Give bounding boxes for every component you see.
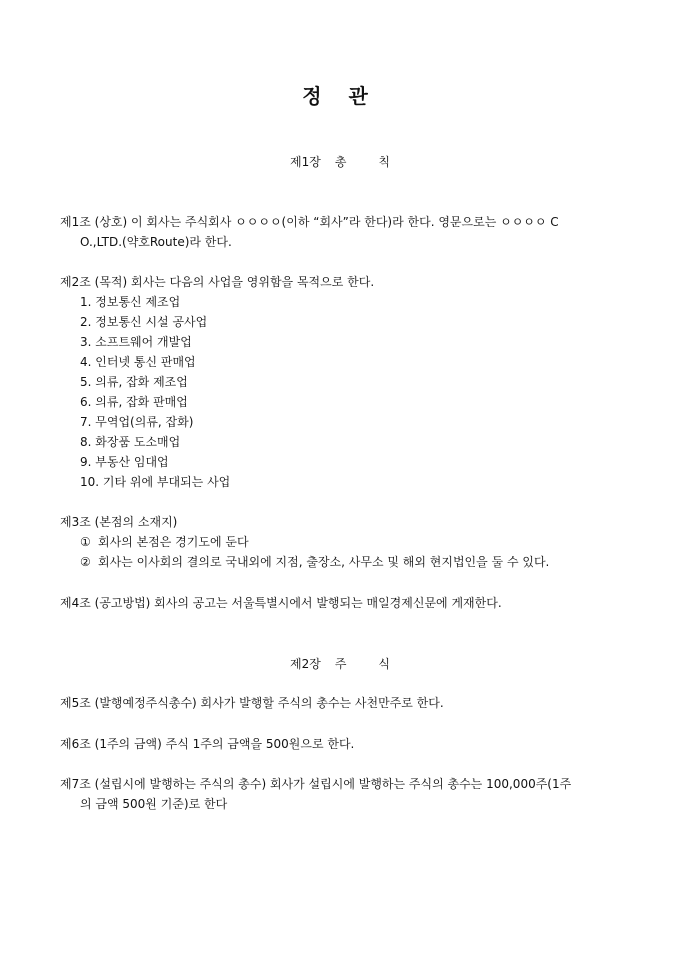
document-title: 정 관 [302, 84, 378, 108]
circled-number-1: ① [80, 535, 91, 549]
article-5: 제5조 (발행예정주식총수) 회사가 발행할 주식의 총수는 사천만주로 한다. [60, 696, 444, 710]
chapter-2-number: 제2장 [289, 657, 321, 671]
article-3-item-2-text: 회사는 이사회의 결의로 국내외에 지점, 출장소, 사무소 및 해외 현지법인을 둘 수 있다. [98, 555, 550, 569]
chapter-1-word-1: 총 [334, 155, 347, 169]
list-item: 8. 화장품 도소매업 [80, 435, 181, 449]
chapter-2-word-1: 주 [334, 657, 347, 671]
list-item [80, 552, 549, 572]
list-item: 3. 소프트웨어 개발업 [80, 335, 192, 349]
chapter-2-heading [0, 655, 680, 672]
article-1-line-1: 제1조 (상호) 이 회사는 주식회사 ㅇㅇㅇㅇ(이하 “회사”라 한다)라 한다. 영문으로는 ㅇㅇㅇㅇ C [60, 215, 559, 229]
article-7-line-2: 의 금액 500원 기준)로 한다 [80, 797, 228, 811]
article-2-list [80, 292, 230, 492]
article-7 [60, 774, 620, 814]
list-item: 9. 부동산 임대업 [80, 455, 169, 469]
article-3-item-1-text: 회사의 본점은 경기도에 둔다 [98, 535, 249, 549]
list-item: 1. 정보통신 제조업 [80, 295, 181, 309]
list-item: 2. 정보통신 시설 공사업 [80, 315, 208, 329]
article-2-heading: 제2조 (목적) 회사는 다음의 사업을 영위함을 목적으로 한다. [60, 275, 375, 289]
list-item: 7. 무역업(의류, 잡화) [80, 415, 194, 429]
list-item: 5. 의류, 잡화 제조업 [80, 375, 188, 389]
article-3-list [80, 532, 549, 572]
circled-number-2: ② [80, 555, 91, 569]
article-7-line-1: 제7조 (설립시에 발행하는 주식의 총수) 회사가 설립시에 발행하는 주식의 총수는 100,000주(1주 [60, 777, 572, 791]
list-item: 10. 기타 위에 부대되는 사업 [80, 475, 231, 489]
chapter-1-heading [0, 153, 680, 170]
article-4: 제4조 (공고방법) 회사의 공고는 서울특별시에서 발행되는 매일경제신문에 게재한다. [60, 596, 502, 610]
list-item [80, 532, 549, 552]
article-1-line-2: O.,LTD.(약호Route)라 한다. [80, 235, 232, 249]
list-item: 6. 의류, 잡화 판매업 [80, 395, 188, 409]
article-3-heading: 제3조 (본점의 소재지) [60, 515, 178, 529]
article-6: 제6조 (1주의 금액) 주식 1주의 금액을 500원으로 한다. [60, 737, 355, 751]
chapter-1-number: 제1장 [289, 155, 321, 169]
chapter-1-word-2: 칙 [378, 155, 390, 169]
article-1 [60, 212, 620, 252]
list-item: 4. 인터넷 통신 판매업 [80, 355, 196, 369]
chapter-2-word-2: 식 [378, 657, 390, 671]
